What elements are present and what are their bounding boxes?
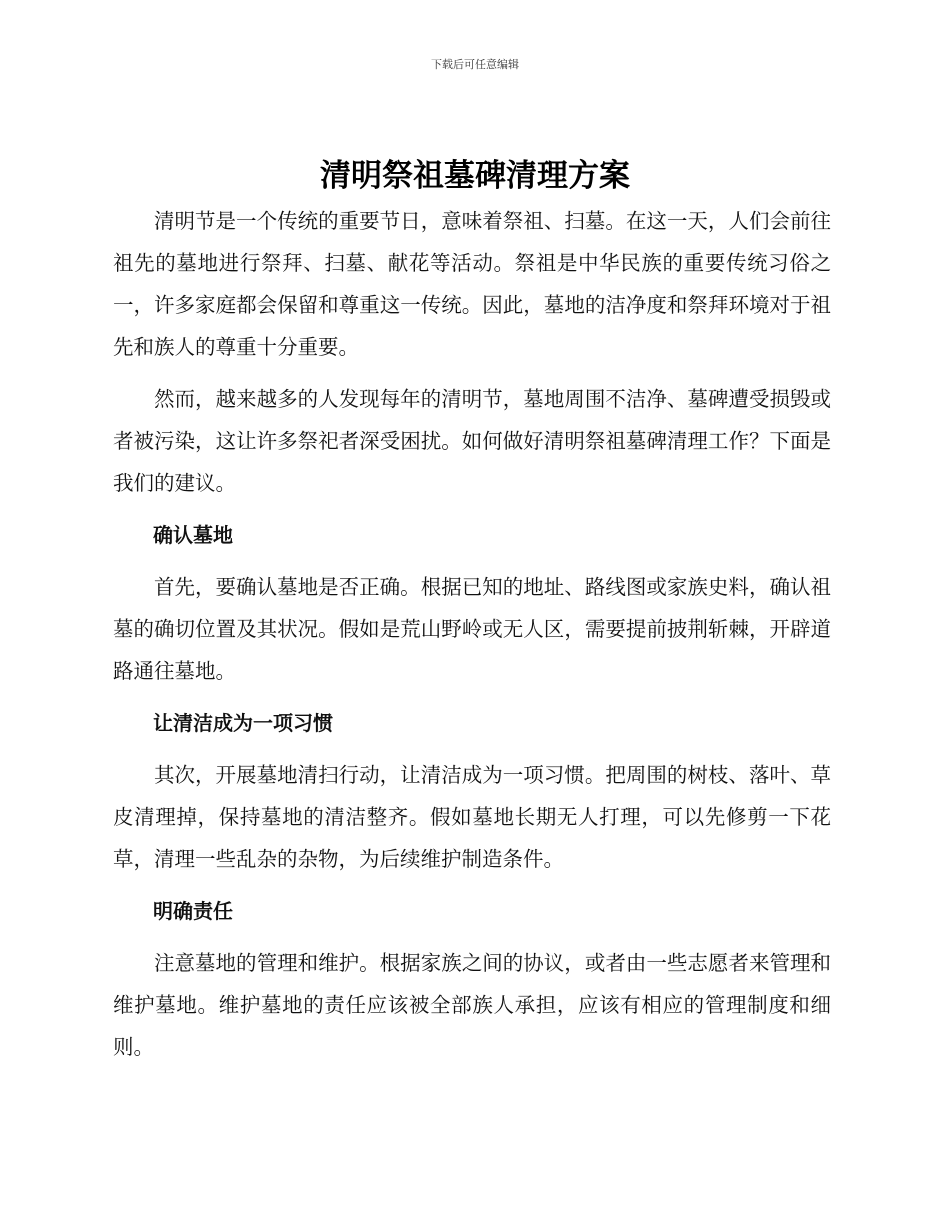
section-heading-responsibility: 明确责任 [153,899,233,923]
document-body [113,200,831,1078]
header-note: 下载后可任意编辑 [431,58,519,71]
intro-paragraph-2: 然而，越来越多的人发现每年的清明节，墓地周围不洁净、墓碑遭受损毁或者被污染，这让许多祭祀者深受困扰。如何做好清明祭祖墓碑清理工作？下面是我们的建议。 [113,387,831,495]
section-body-cleaning-habit: 其次，开展墓地清扫行动，让清洁成为一项习惯。把周围的树枝、落叶、草皮清理掉，保持墓地的清洁整齐。假如墓地长期无人打理，可以先修剪一下花草，清理一些乱杂的杂物，为后续维护制造条件。 [113,763,831,871]
section-body-responsibility: 注意墓地的管理和维护。根据家族之间的协议，或者由一些志愿者来管理和维护墓地。维护墓地的责任应该被全部族人承担，应该有相应的管理制度和细则。 [113,951,831,1059]
document-title: 清明祭祖墓碑清理方案 [320,158,630,194]
section-body-confirm-site: 首先，要确认墓地是否正确。根据已知的地址、路线图或家族史料，确认祖墓的确切位置及其状况。假如是荒山野岭或无人区，需要提前披荆斩棘，开辟道路通往墓地。 [113,575,831,683]
intro-paragraph-1: 清明节是一个传统的重要节日，意味着祭祖、扫墓。在这一天，人们会前往祖先的墓地进行祭拜、扫墓、献花等活动。祭祖是中华民族的重要传统习俗之一，许多家庭都会保留和尊重这一传统。因此，墓地的洁净度和祭拜环境对于祖先和族人的尊重十分重要。 [113,209,831,359]
section-heading-cleaning-habit: 让清洁成为一项习惯 [153,711,333,735]
section-heading-confirm-site: 确认墓地 [153,523,233,547]
